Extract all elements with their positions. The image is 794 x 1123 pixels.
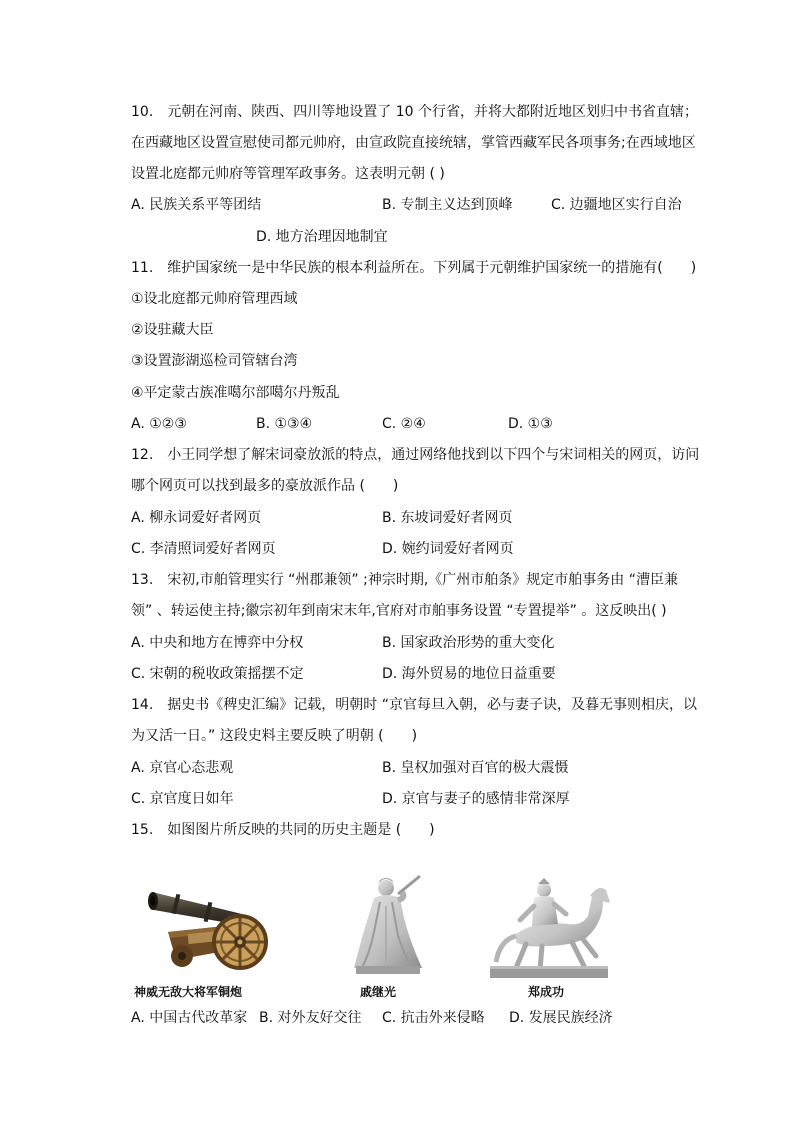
q14-option-b: B. 皇权加强对百官的极大震慑 <box>382 760 569 776</box>
q13-stem-line-1: 13. 宋初,市舶管理实行 “州郡兼领” ;神宗时期,《广州市舶条》规定市舶事务由 “漕臣兼 <box>131 572 678 588</box>
q13-option-b: B. 国家政治形势的重大变化 <box>382 635 555 651</box>
q12-option-a: A. 柳永词爱好者网页 <box>131 510 262 526</box>
q12-option-c: C. 李清照词爱好者网页 <box>131 541 276 557</box>
q11-option-c: C. ②④ <box>382 416 426 432</box>
q10-option-d: D. 地方治理因地制宜 <box>256 229 388 245</box>
zheng-chenggong-caption: 郑成功 <box>528 985 565 999</box>
bronze-cannon-image <box>148 880 270 980</box>
q15-option-a: A. 中国古代改革家 <box>131 1010 248 1026</box>
q11-item-1: ①设北庭都元帅府管理西域 <box>131 291 298 307</box>
q15-option-d: D. 发展民族经济 <box>509 1010 613 1026</box>
q13-option-a: A. 中央和地方在博弈中分权 <box>131 635 304 651</box>
q13-option-d: D. 海外贸易的地位日益重要 <box>382 666 556 682</box>
q11-item-3: ③设置澎湖巡检司管辖台湾 <box>131 353 298 369</box>
q14-option-d: D. 京官与妻子的感情非常深厚 <box>382 791 570 807</box>
q12-option-d: D. 婉约词爱好者网页 <box>382 541 514 557</box>
q11-option-d: D. ①③ <box>508 416 553 432</box>
q12-option-b: B. 东坡词爱好者网页 <box>382 510 513 526</box>
q13-option-c: C. 宋朝的税收政策摇摆不定 <box>131 666 304 682</box>
q14-stem-line-2: 为又活一日。” 这段史料主要反映了明朝 ( ) <box>131 728 418 744</box>
q11-stem: 11. 维护国家统一是中华民族的根本利益所在。下列属于元朝维护国家统一的措施有( ) <box>131 260 697 276</box>
q15-option-b: B. 对外友好交往 <box>259 1010 362 1026</box>
q11-item-2: ②设驻藏大臣 <box>131 322 214 338</box>
qi-jiguang-caption: 戚继光 <box>360 985 397 999</box>
q12-stem-line-1: 12. 小王同学想了解宋词豪放派的特点，通过网络他找到以下四个与宋词相关的网页，访问 <box>131 447 700 463</box>
zheng-chenggong-statue-image <box>486 876 612 980</box>
q14-option-a: A. 京官心态悲观 <box>131 760 234 776</box>
q12-stem-line-2: 哪个网页可以找到最多的豪放派作品 ( ) <box>131 478 399 494</box>
cannon-caption: 神威无敌大将军铜炮 <box>134 985 243 999</box>
q10-option-b: B. 专制主义达到顶峰 <box>382 197 513 213</box>
q10-option-c: C. 边疆地区实行自治 <box>551 197 682 213</box>
q10-stem-line-1: 10. 元朝在河南、陕西、四川等地设置了 10 个行省，并将大都附近地区划归中书省直辖； <box>131 104 698 120</box>
q10-stem-line-3: 设置北庭都元帅府等管理军政事务。这表明元朝 ( ) <box>131 166 445 182</box>
q15-option-c: C. 抗击外来侵略 <box>382 1010 485 1026</box>
q14-option-c: C. 京官度日如年 <box>131 791 234 807</box>
q10-stem-line-2: 在西藏地区设置宣慰使司都元帅府，由宣政院直接统辖，掌管西藏军民各项事务;在西域地区 <box>131 135 696 151</box>
q15-stem: 15. 如图图片所反映的共同的历史主题是 ( ) <box>131 822 435 838</box>
q11-item-4: ④平定蒙古族准噶尔部噶尔丹叛乱 <box>131 385 340 401</box>
q13-stem-line-2: 领” 、转运使主持;徽宗初年到南宋末年,官府对市舶事务设置 “专置提举” 。这反映出( ) <box>131 603 667 619</box>
q11-option-b: B. ①③④ <box>256 416 313 432</box>
q14-stem-line-1: 14. 据史书《稗史汇编》记载，明朝时 “京官每旦入朝，必与妻子诀，及暮无事则相庆，以 <box>131 697 697 713</box>
q11-option-a: A. ①②③ <box>131 416 187 432</box>
q10-option-a: A. 民族关系平等团结 <box>131 197 262 213</box>
qi-jiguang-statue-image <box>340 872 436 976</box>
